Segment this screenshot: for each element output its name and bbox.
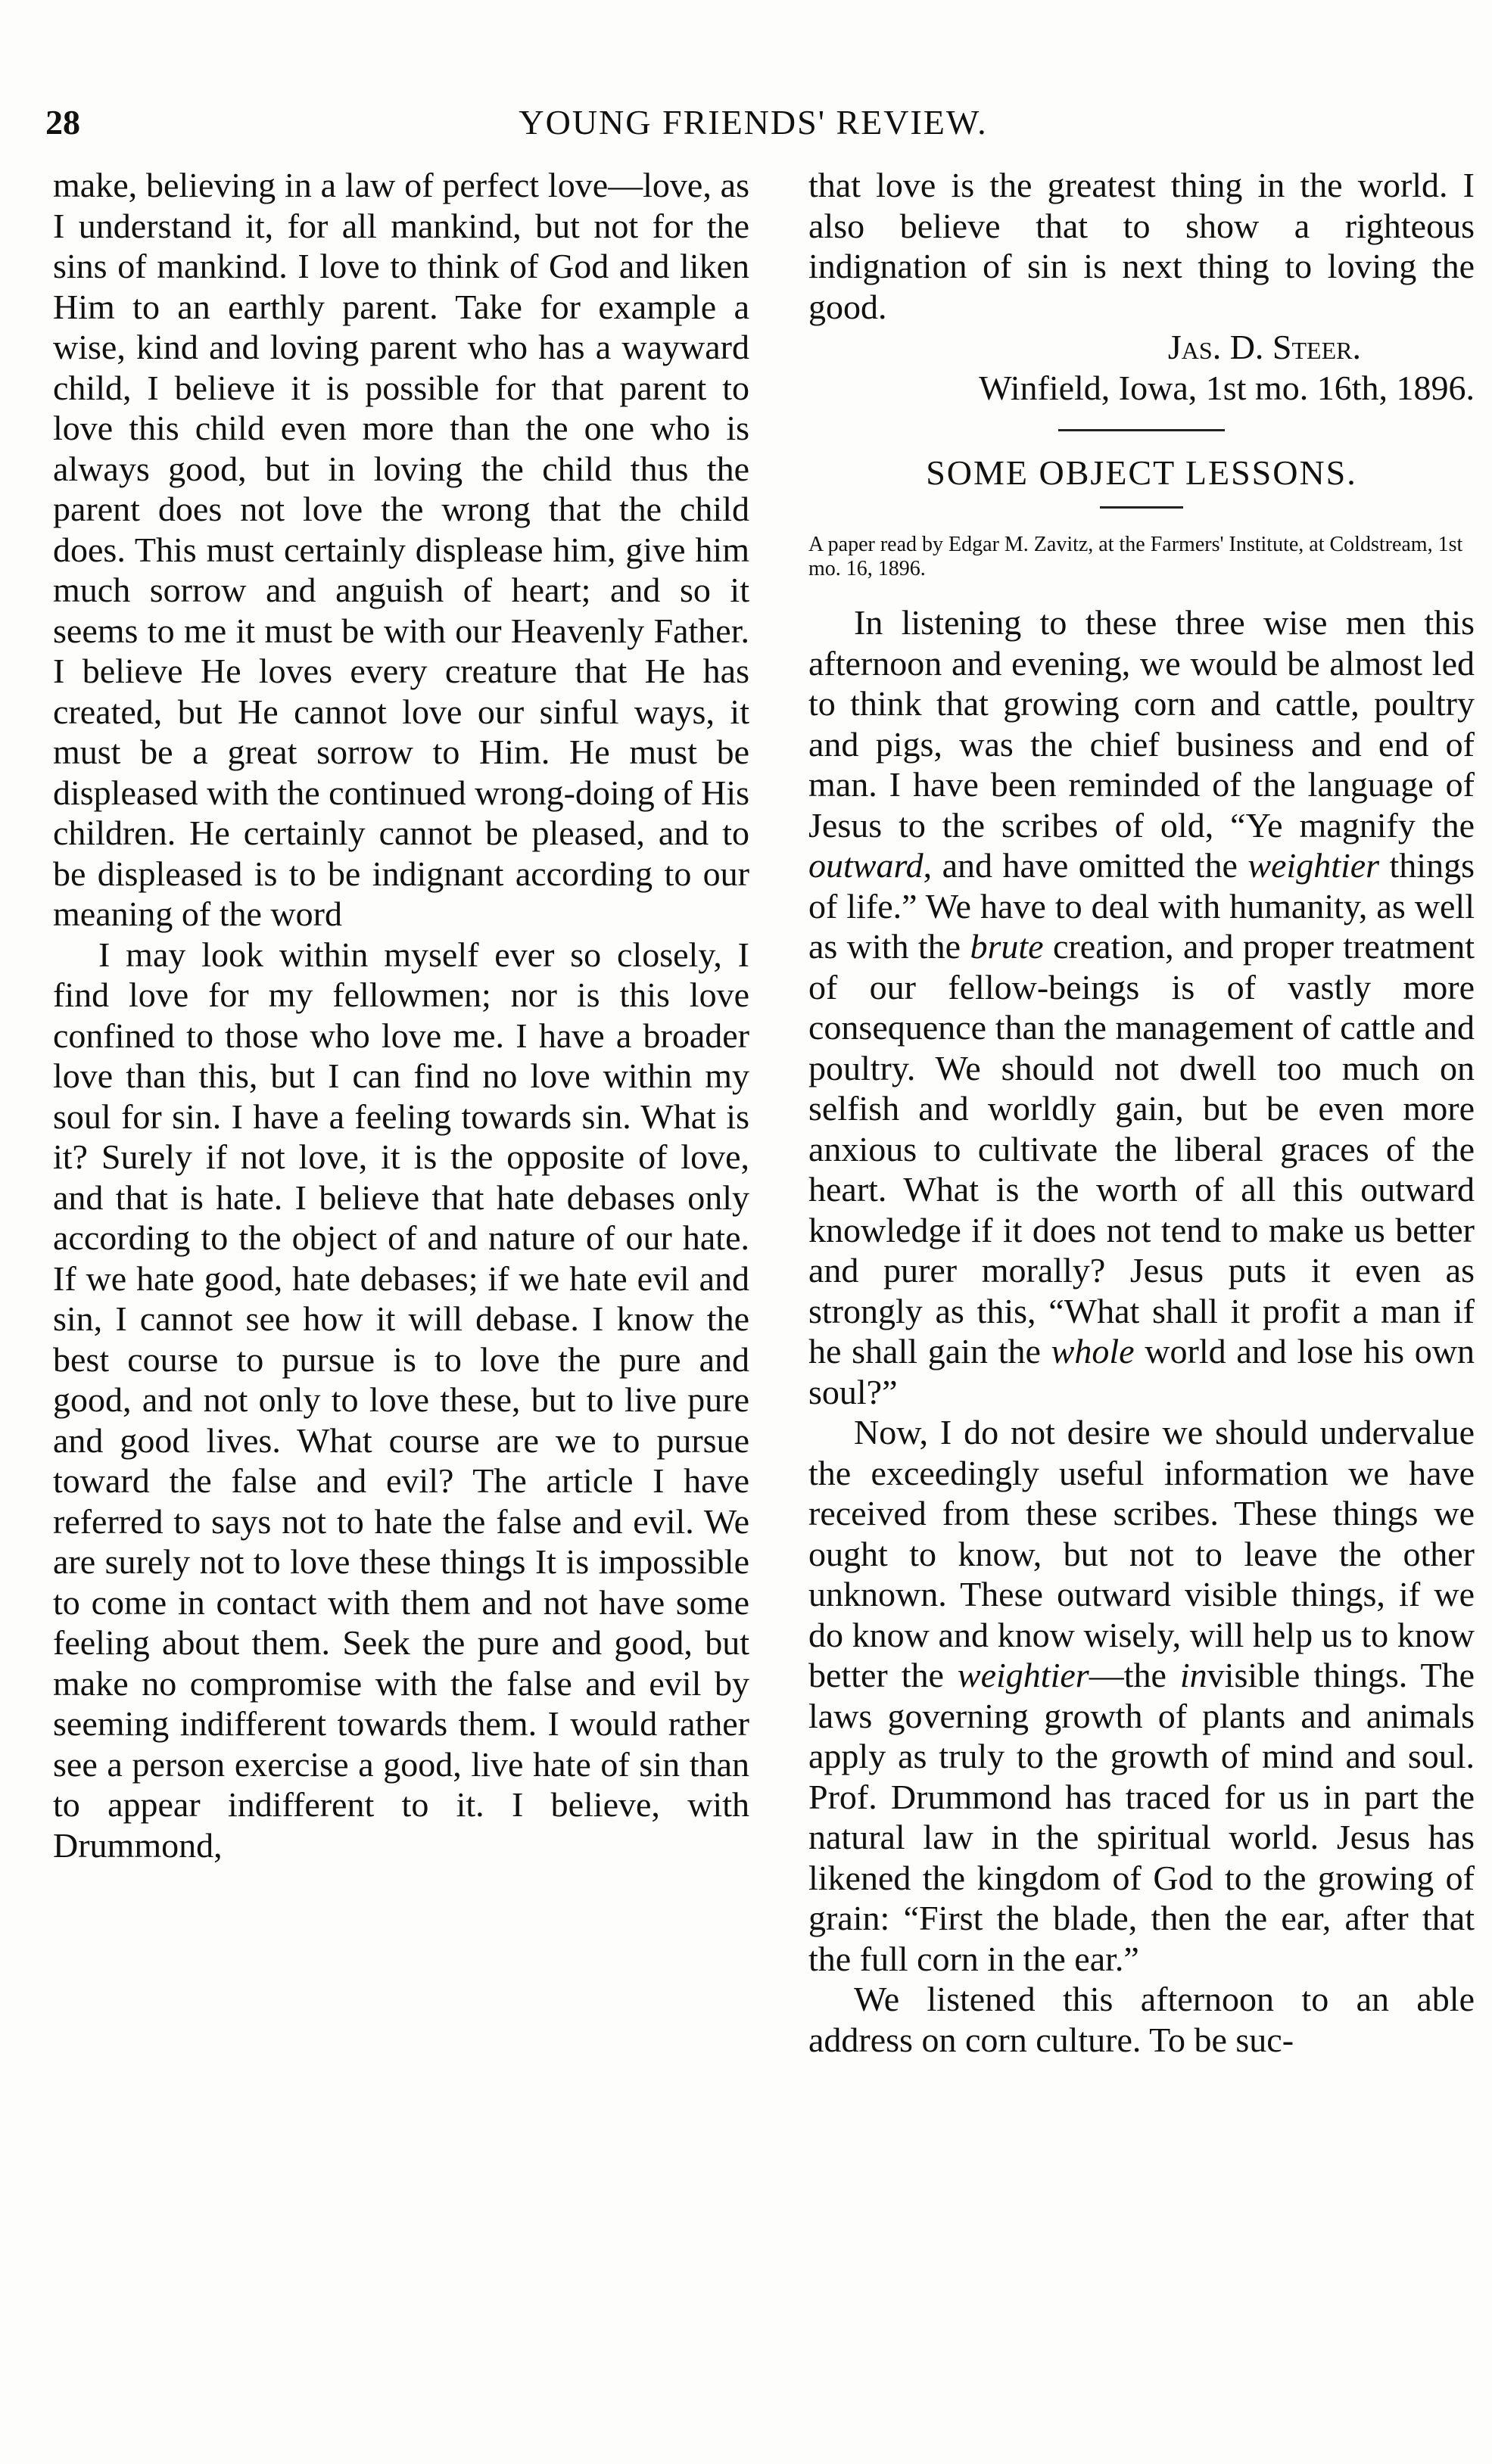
title-underline — [1100, 506, 1183, 509]
text-run: —the — [1089, 1656, 1180, 1694]
article-subnote: A paper read by Edgar M. Zavitz, at the Farmers' Institute, at Coldstream, 1st mo. 16, 1896. — [808, 533, 1463, 580]
signature: Jas. D. Steer. — [1167, 328, 1361, 366]
right-paragraph-2 — [808, 602, 1475, 1412]
text-run: , and have omitted the — [923, 846, 1248, 885]
italic-run: brute — [970, 927, 1044, 966]
text-run: things of life.” We have to deal with humanity, as well as with the — [808, 846, 1475, 966]
right-paragraph-1: that love is the greatest thing in the world. I also believe that to show a righteous indignation of sin is next thing to loving the good. — [808, 166, 1475, 326]
italic-run: in — [1179, 1656, 1207, 1694]
text-run: creation, and proper treatment of our fellow-beings is of vastly more consequence than the management of cattle and poultry. We should not dwell too much on selfish and worldly gain, but be even more anxious to cultivate the liberal graces of the heart. What is the worth of all this outward knowledge if it does not tend to make us better and purer morally? Jesus puts it even as strongly as this, “What shall it profit a man if he shall gain the — [808, 927, 1475, 1370]
article-title: SOME OBJECT LESSONS. — [926, 453, 1357, 492]
section-divider — [1058, 429, 1225, 431]
text-run: In listening to these three wise men this afternoon and evening, we would be almost led to think that growing corn and cattle, poultry and pigs, was the chief business and end of man. I have been reminded of the language of Jesus to the scribes of old, “Ye magnify the — [808, 603, 1475, 845]
italic-run: weightier — [1247, 846, 1380, 885]
page-header — [45, 102, 1461, 155]
right-paragraph-3 — [808, 1412, 1475, 1979]
running-title: YOUNG FRIENDS' REVIEW. — [519, 103, 988, 142]
text-run: visible things. The laws governing growth of plants and animals apply as truly to the growth of mind and soul. Prof. Drummond has traced for us in part the natural law in the spiritual world. Jesus has likened the kingdom of God to the growing of grain: “First the blade, then the ear, after that the full corn in the ear.” — [808, 1656, 1475, 1978]
italic-run: outward — [808, 846, 924, 885]
left-paragraph-2: I may look within myself ever so closely, I find love for my fellowmen; nor is this love confined to those who love me. I have a broader love than this, but I can find no love within my soul for sin. I have a feeling towards sin. What is it? Surely if not love, it is the opposite of love, and that is hate. I believe that hate debases only according to the object of and nature of our hate. If we hate good, hate debases; if we hate evil and sin, I cannot see how it will debase. I know the best course to pursue is to love the pure and good, and not only to love these, but to live pure and good lives. What course are we to pursue toward the false and evil? The article I have referred to says not to hate the false and evil. We are surely not to love these things It is impossible to come in contact with them and not have some feeling about them. Seek the pure and good, but make no compromise with the false and evil by seeming indifferent towards them. I would rather see a person exercise a good, live hate of sin than to appear indifferent to it. I believe, with Drummond, — [53, 935, 749, 1865]
right-column — [808, 165, 1475, 2060]
left-paragraph-1: make, believing in a law of perfect love—love, as I understand it, for all mankind, but not for the sins of mankind. I love to think of God and liken Him to an earthly parent. Take for example a wise, kind and loving parent who has a wayward child, I believe it is possible for that parent to love this child even more than the one who is always good, but in loving the child thus the parent does not love the wrong that the child does. This must certainly displease him, give him much sorrow and anguish of heart; and so it seems to me it must be with our Heavenly Father. I believe He loves every creature that He has created, but He cannot love our sinful ways, it must be a great sorrow to Him. He must be displeased with the continued wrong-doing of His children. He certainly cannot be pleased, and to be displeased is to be indignant according to our meaning of the word — [53, 166, 749, 933]
italic-run: weightier — [957, 1656, 1089, 1694]
right-paragraph-4: We listened this afternoon to an able address on corn culture. To be suc- — [808, 1980, 1475, 2059]
text-run: Now, I do not desire we should undervalue the exceedingly useful information we have received from these scribes. These things we ought to know, but not to leave the other unknown. These outward visible things, if we do know and know wisely, will help us to know better the — [808, 1413, 1475, 1694]
text-run: world and lose his own soul?” — [808, 1332, 1475, 1411]
italic-run: whole — [1051, 1332, 1135, 1370]
dateline: Winfield, Iowa, 1st mo. 16th, 1896. — [979, 368, 1475, 407]
page-number: 28 — [45, 103, 80, 142]
left-column — [53, 165, 749, 1865]
